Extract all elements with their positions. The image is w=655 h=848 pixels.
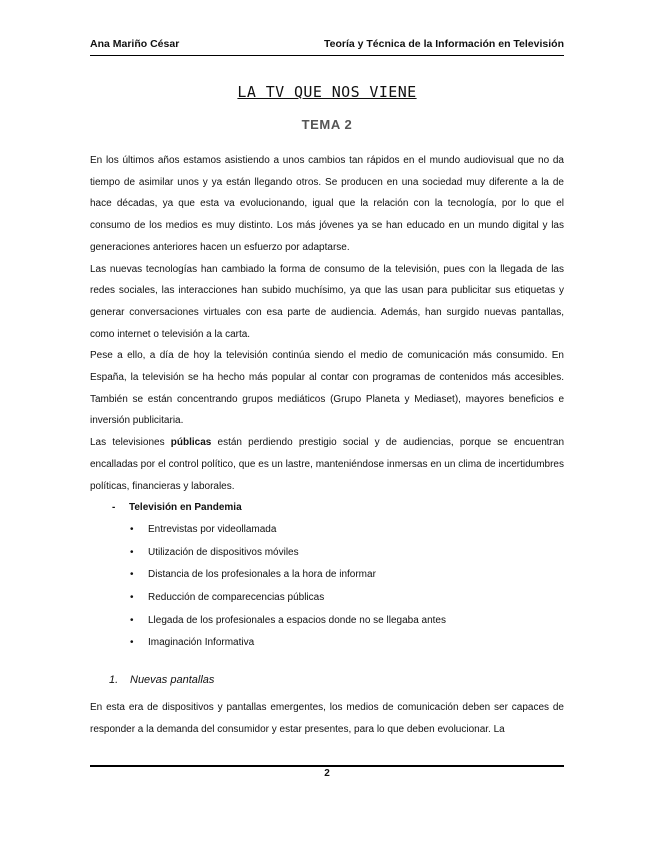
- section-title: Nuevas pantallas: [130, 674, 215, 686]
- footer-divider: [90, 765, 564, 767]
- list-item-text: Reducción de comparecencias públicas: [148, 592, 325, 604]
- paragraph-1: En los últimos años estamos asistiendo a unos cambios tan rápidos en el mundo audiovisual que no da tiempo de asimilar unos y ya están llegando otros. Se producen en una sociedad muy diferente a la de hace décadas, ya que esta va evolucionando, igual que la relación con la tecnología, por lo que el consumo de los medios es muy distinto. Los más jóvenes ya se han educado en un mundo digital y las generaciones anteriores hacen un esfuerzo por adaptarse.: [90, 155, 564, 253]
- list-item-text: Llegada de los profesionales a espacios donde no se llegaba antes: [148, 614, 446, 626]
- bullet-icon: •: [130, 592, 134, 604]
- page-number: 2: [324, 768, 330, 779]
- list-item-text: Imaginación Informativa: [148, 637, 255, 649]
- paragraph-4-start: Las televisiones: [90, 437, 171, 449]
- list-heading-text: Televisión en Pandemia: [129, 502, 242, 514]
- list-item-text: Entrevistas por videollamada: [148, 523, 277, 535]
- paragraph-4: [90, 432, 564, 497]
- page-header: [90, 38, 564, 50]
- header-course: Teoría y Técnica de la Información en Televisión: [323, 38, 564, 50]
- list-item: [90, 542, 564, 565]
- list-item-text: Distancia de los profesionales a la hora de informar: [148, 569, 376, 581]
- list-item: [90, 564, 564, 587]
- section-paragraph: En esta era de dispositivos y pantallas emergentes, los medios de comunicación deben ser capaces de responder a la demanda del consumidor y estar presentes, para lo que deben evolucionar. La: [90, 702, 564, 735]
- list-heading: [112, 497, 564, 519]
- list-item: [90, 632, 564, 655]
- paragraph-4-end: están perdiendo prestigio social y de audiencias, porque se encuentran encalladas por el control político, que es un lastre, manteniéndose inmersas en un clima de incertidumbres políticas, financieras y laborales.: [90, 437, 565, 492]
- bullet-list: [90, 519, 564, 655]
- bullet-icon: •: [130, 569, 134, 581]
- bullet-icon: •: [130, 614, 134, 626]
- document-title: LA TV QUE NOS VIENE: [237, 83, 417, 101]
- list-item: [90, 519, 564, 542]
- list-item-text: Utilización de dispositivos móviles: [148, 546, 299, 558]
- bullet-icon: •: [130, 523, 134, 535]
- section-number: 1.: [109, 674, 119, 686]
- header-divider: [90, 55, 564, 56]
- paragraph-4-emphasis: públicas: [170, 437, 212, 449]
- paragraph-3: Pese a ello, a día de hoy la televisión continúa siendo el medio de comunicación más consumido. En España, la televisión se ha hecho más popular al contar con programas de contenidos más accesibles. También se están concentrando grupos mediáticos (Grupo Planeta y Mediaset), mayores beneficios e inversión publicitaria.: [90, 350, 564, 427]
- bullet-icon: •: [130, 637, 134, 649]
- paragraph-2: Las nuevas tecnologías han cambiado la forma de consumo de la televisión, pues con la llegada de las redes sociales, las interacciones han subido muchísimo, ya que las usan para publicitar sus etiquetas y generar conversaciones virtuales con esa parte de audiencia. Además, han surgido nuevas pantallas, como internet o televisión a la carta.: [90, 263, 564, 340]
- document-subtitle: TEMA 2: [301, 117, 353, 132]
- section-heading: [90, 674, 564, 686]
- dash-marker: -: [112, 502, 116, 514]
- header-author: Ana Mariño César: [90, 38, 180, 50]
- list-item: [90, 587, 564, 610]
- list-item: [90, 610, 564, 633]
- bullet-icon: •: [130, 546, 134, 558]
- document-body: [90, 150, 564, 655]
